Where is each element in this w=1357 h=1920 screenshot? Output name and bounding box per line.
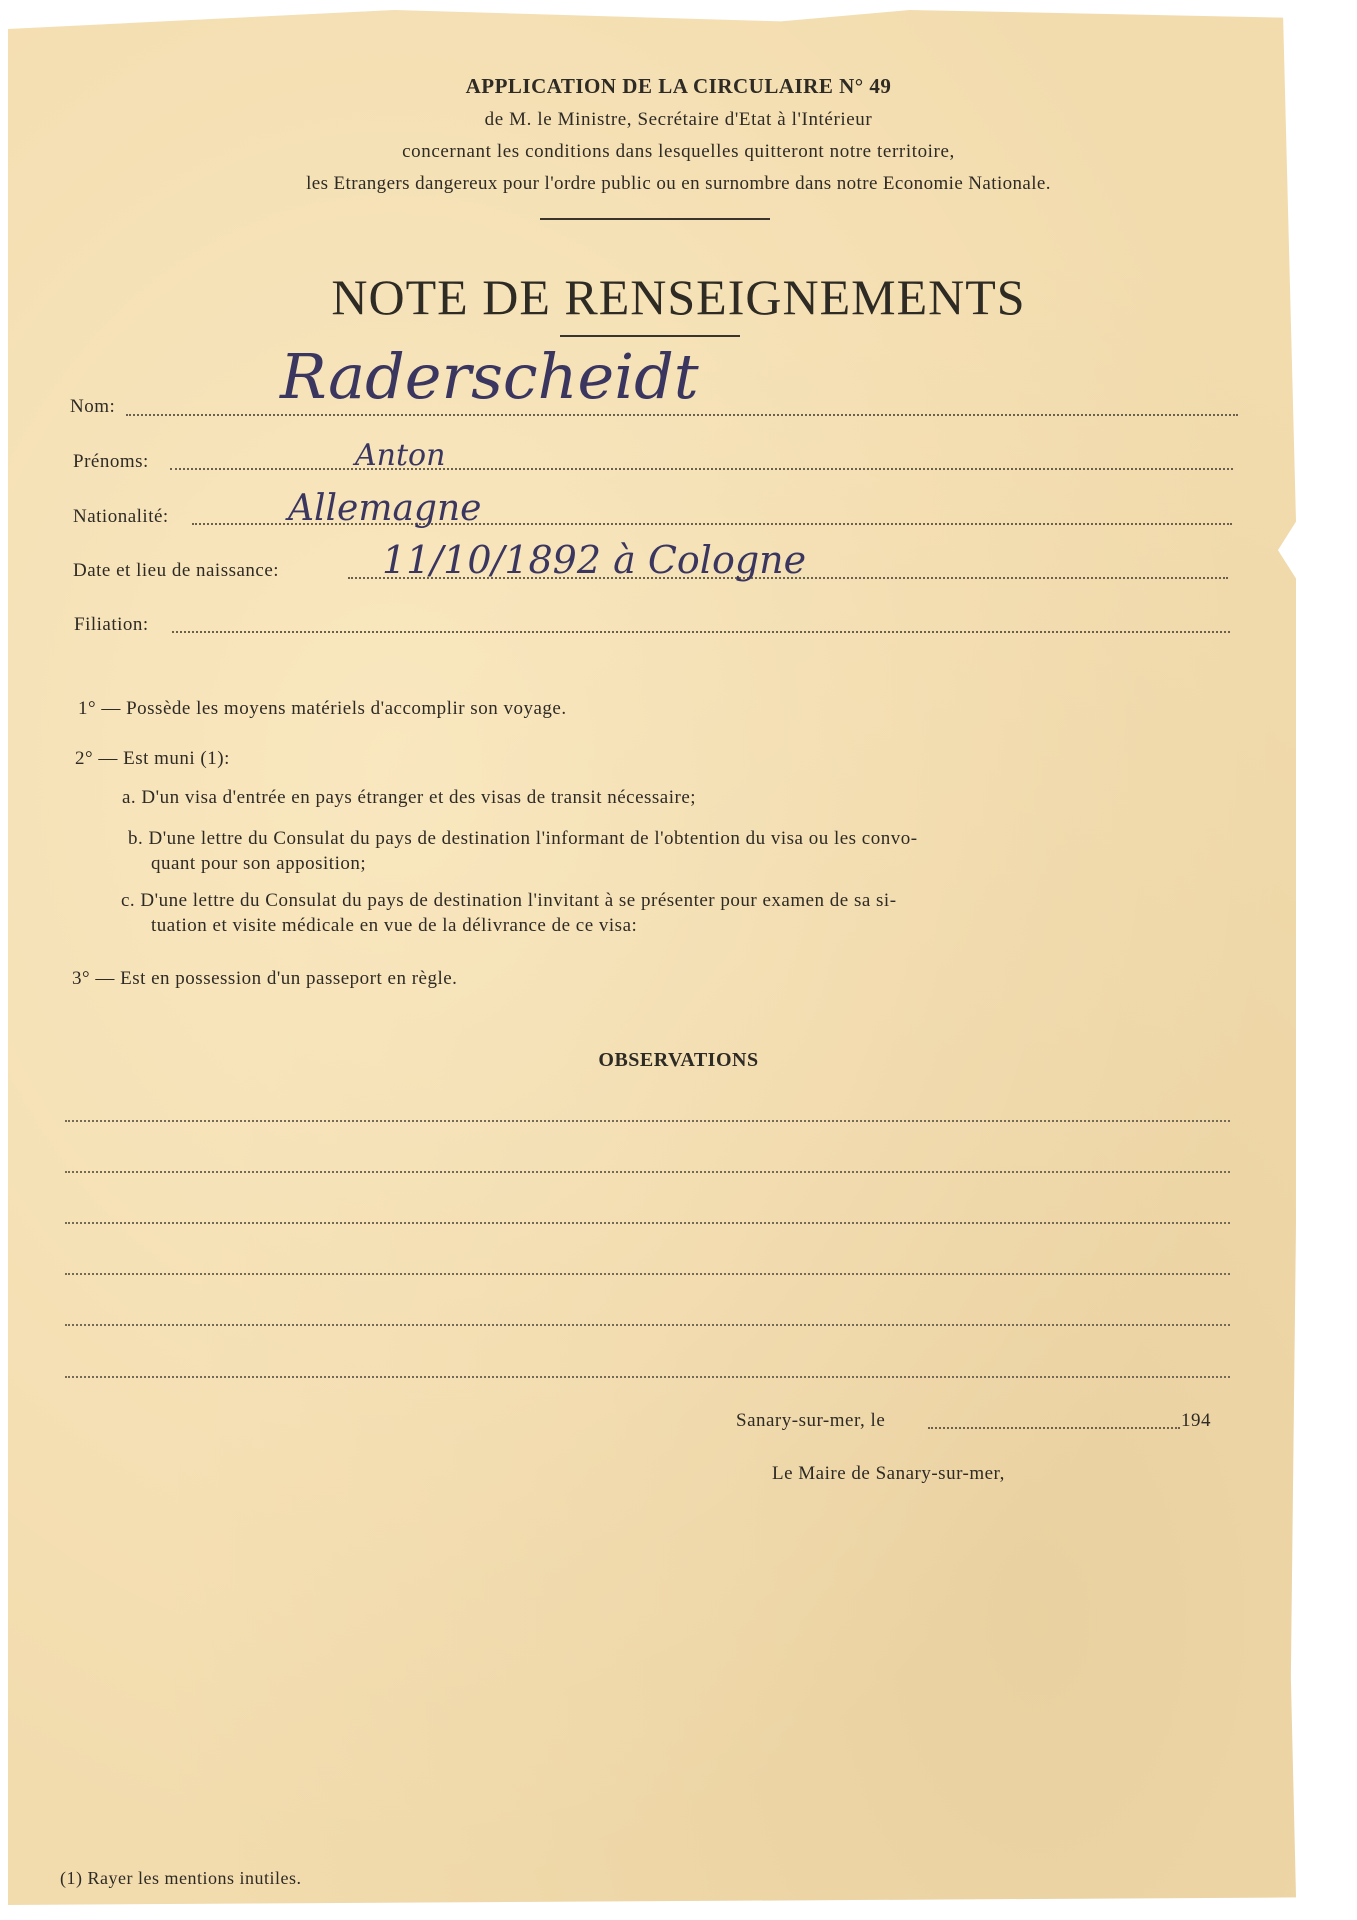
observation-line (65, 1376, 1230, 1378)
observation-line (65, 1273, 1230, 1275)
document-title: NOTE DE RENSEIGNEMENTS (331, 269, 1026, 325)
observations-heading: OBSERVATIONS (598, 1049, 759, 1071)
observation-line (65, 1222, 1230, 1224)
naissance-label: Date et lieu de naissance: (73, 560, 280, 581)
footnote: (1) Rayer les mentions inutiles. (60, 1868, 302, 1888)
ministry-line: de M. le Ministre, Secrétaire d'Etat à l'Intérieur (484, 109, 873, 130)
item-1: 1° — Possède les moyens matériels d'accomplir son voyage. (78, 698, 567, 719)
item-2b-line1: b. D'une lettre du Consulat du pays de destination l'informant de l'obtention du visa ou les convo- (128, 828, 918, 849)
observation-line (65, 1171, 1230, 1173)
item-3: 3° — Est en possession d'un passeport en règle. (72, 968, 458, 989)
filiation-label: Filiation: (74, 614, 149, 635)
signature-place: Sanary-sur-mer, le (736, 1410, 886, 1431)
mayor-signature-label: Le Maire de Sanary-sur-mer, (772, 1463, 1005, 1484)
nom-label: Nom: (70, 396, 116, 417)
naissance-handwritten: 11/10/1892 à Cologne (382, 538, 807, 582)
prenoms-dotted-line (170, 468, 1233, 470)
nom-dotted-line (126, 414, 1238, 416)
item-2c-line1: c. D'une lettre du Consulat du pays de destination l'invitant à se présenter pour examen de sa si- (121, 890, 897, 911)
observation-line (65, 1324, 1230, 1326)
prenoms-handwritten: Anton (355, 438, 446, 473)
title-rule (560, 335, 740, 337)
nationalite-label: Nationalité: (73, 506, 169, 527)
circular-heading: APPLICATION DE LA CIRCULAIRE N° 49 (465, 74, 892, 98)
signature-year: 194 (1181, 1410, 1211, 1431)
foreigners-line: les Etrangers dangereux pour l'ordre public ou en surnombre dans notre Economie Nationale. (306, 173, 1051, 194)
item-2a: a. D'un visa d'entrée en pays étranger et des visas de transit nécessaire; (122, 787, 697, 808)
header-rule (540, 218, 770, 220)
item-2: 2° — Est muni (1): (75, 748, 230, 769)
item-2c-line2: tuation et visite médicale en vue de la délivrance de ce visa: (151, 915, 638, 936)
date-dotted-line (928, 1427, 1180, 1429)
nom-handwritten: Raderscheidt (280, 340, 699, 413)
observation-line (65, 1120, 1230, 1122)
item-2b-line2: quant pour son apposition; (151, 853, 367, 874)
concerning-line: concernant les conditions dans lesquelles quitteront notre territoire, (402, 141, 955, 162)
filiation-dotted-line (172, 631, 1230, 633)
nationalite-handwritten: Allemagne (288, 488, 482, 529)
prenoms-label: Prénoms: (73, 451, 149, 472)
